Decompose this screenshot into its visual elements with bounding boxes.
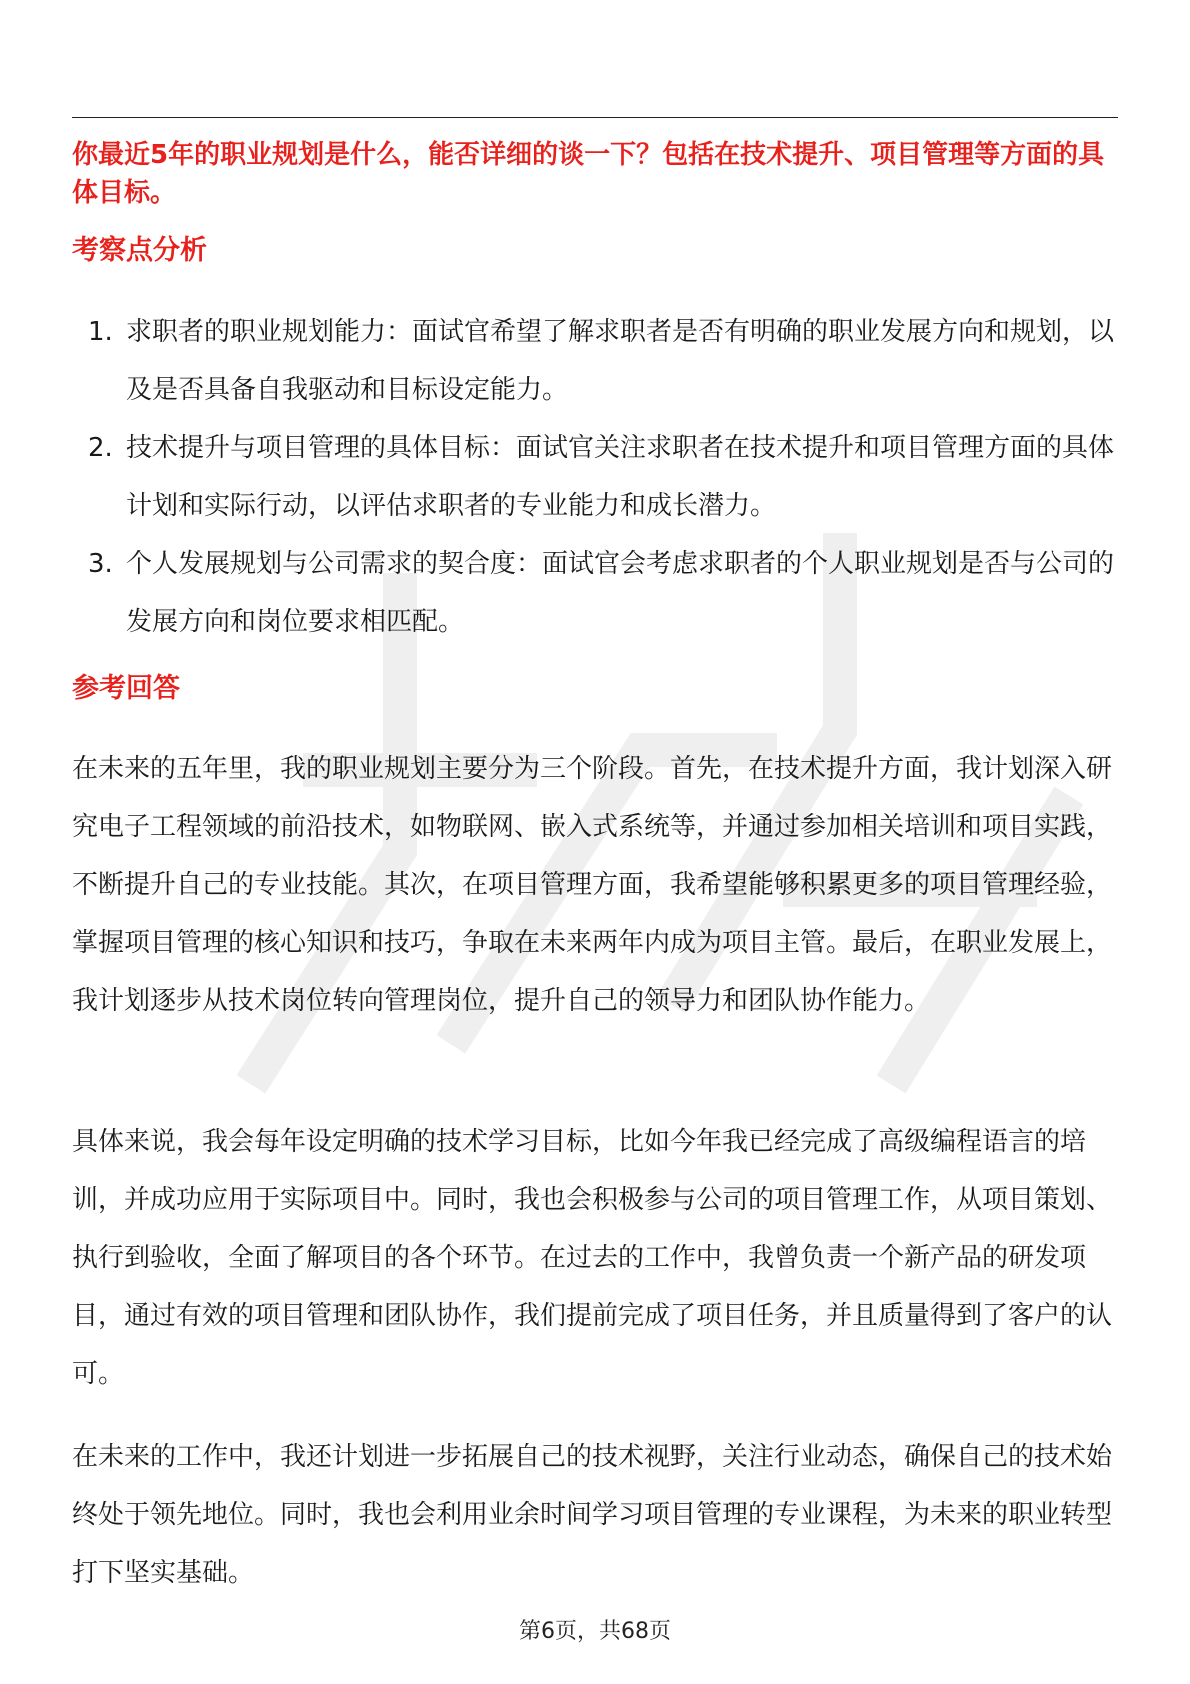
- analysis-item: [72, 303, 1122, 419]
- analysis-heading: 考察点分析: [72, 235, 207, 266]
- answer-paragraph: 在未来的五年里，我的职业规划主要分为三个阶段。首先，在技术提升方面，我计划深入研究电子工程领域的前沿技术，如物联网、嵌入式系统等，并通过参加相关培训和项目实践，不断提升自己的专业技能。其次，在项目管理方面，我希望能够积累更多的项目管理经验，掌握项目管理的核心知识和技巧，争取在未来两年内成为项目主管。最后，在职业发展上，我计划逐步从技术岗位转向管理岗位，提升自己的领导力和团队协作能力。: [72, 754, 1113, 1016]
- list-number: 2.: [88, 433, 113, 463]
- list-number: 1.: [88, 317, 113, 347]
- analysis-item: [72, 419, 1122, 535]
- header-divider: [72, 117, 1118, 118]
- analysis-list: [72, 303, 1122, 651]
- analysis-item-text: 技术提升与项目管理的具体目标：面试官关注求职者在技术提升和项目管理方面的具体计划和实际行动，以评估求职者的专业能力和成长潜力。: [126, 433, 1115, 521]
- answer-heading: 参考回答: [72, 673, 180, 704]
- analysis-item: [72, 535, 1122, 651]
- analysis-item-text: 个人发展规划与公司需求的契合度：面试官会考虑求职者的个人职业规划是否与公司的发展方向和岗位要求相匹配。: [126, 549, 1115, 637]
- list-number: 3.: [88, 549, 113, 579]
- interview-question: 你最近5年的职业规划是什么，能否详细的谈一下？包括在技术提升、项目管理等方面的具体目标。: [72, 140, 1105, 208]
- page-number: 第6页，共68页: [519, 1619, 671, 1644]
- answer-paragraph: 具体来说，我会每年设定明确的技术学习目标，比如今年我已经完成了高级编程语言的培训，并成功应用于实际项目中。同时，我也会积极参与公司的项目管理工作，从项目策划、执行到验收，全面了解项目的各个环节。在过去的工作中，我曾负责一个新产品的研发项目，通过有效的项目管理和团队协作，我们提前完成了项目任务，并且质量得到了客户的认可。: [72, 1127, 1113, 1389]
- analysis-item-text: 求职者的职业规划能力：面试官希望了解求职者是否有明确的职业发展方向和规划，以及是否具备自我驱动和目标设定能力。: [126, 317, 1115, 405]
- answer-paragraph: 在未来的工作中，我还计划进一步拓展自己的技术视野，关注行业动态，确保自己的技术始终处于领先地位。同时，我也会利用业余时间学习项目管理的专业课程，为未来的职业转型打下坚实基础。: [72, 1442, 1113, 1588]
